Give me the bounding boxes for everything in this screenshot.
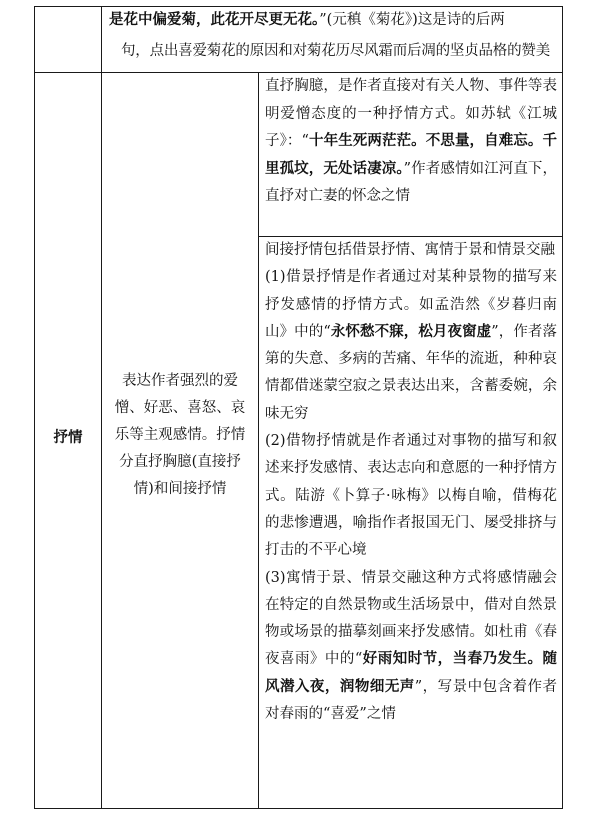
col-border-1 bbox=[101, 6, 102, 809]
top-row-line2: 句，点出喜爱菊花的原因和对菊花历尽风霜而后凋的坚贞品格的赞美 bbox=[121, 43, 550, 59]
col-border-2 bbox=[258, 72, 259, 809]
indirect-section-3 bbox=[265, 565, 557, 729]
section-1-b: ”，作者落第的失意、多病的苦痛、年华的流逝，种种哀情都借迷蒙空寂之景表达出来，含蓄委婉，余味无穷 bbox=[265, 323, 557, 422]
direct-lyric-p2: ”作者感情如江河直下，直抒对亡妻的怀念之情 bbox=[265, 160, 557, 204]
top-row-quote: 是花中偏爱菊，此花开尽更无花。 bbox=[109, 12, 320, 28]
section-3-a: (3)寓情于景、情景交融这种方式将感情融会在特定的自然景物或生活场景中，借对自然景物或场景的描摹刻画来抒发感情。如杜甫《春夜喜雨》中的“ bbox=[265, 569, 557, 668]
section-1-quote: 永怀愁不寐，松月夜窗虚 bbox=[330, 323, 492, 340]
col-border-right bbox=[562, 6, 563, 809]
col-border-left bbox=[34, 6, 35, 809]
indirect-section-2: (2)借物抒情就是作者通过对事物的描写和叙述来抒发感情、表达志向和意愿的一种抒情方式。陆游《卜算子·咏梅》以梅自喻，借梅花的悲惨遭遇，喻指作者报国无门、屡受排挤与打击的不平心境 bbox=[265, 433, 557, 559]
direct-lyric-text bbox=[265, 73, 557, 211]
definition-text: 表达作者强烈的爱憎、好恶、喜怒、哀乐等主观感情。抒情分直抒胸臆(直接抒情)和间接抒情 bbox=[114, 373, 246, 497]
section-3-b: ”，写景中包含着作者对春雨的“喜爱”之情 bbox=[265, 678, 557, 723]
category-label: 抒情 bbox=[53, 430, 83, 446]
row-border-bottom bbox=[34, 808, 563, 809]
direct-lyric-quote: 十年生死两茫茫。不思量，自难忘。千里孤坟，无处话凄凉。 bbox=[265, 133, 557, 177]
indirect-section-1 bbox=[265, 264, 557, 428]
indirect-intro: 间接抒情包括借景抒情、寓情于景和情景交融 bbox=[265, 242, 555, 258]
top-row-line1-rest: ”(元稹《菊花》)这是诗的后两 bbox=[319, 12, 505, 28]
top-row-line1 bbox=[109, 7, 559, 33]
section-1-a: (1)借景抒情是作者通过对某种景物的描写来抒发感情的抒情方式。如孟浩然《岁暮归南山》中的“ bbox=[265, 269, 557, 340]
indirect-lyric-text bbox=[265, 237, 557, 728]
section-3-quote: 好雨知时节，当春乃发生。随风潜入夜，润物细无声 bbox=[265, 651, 557, 695]
direct-lyric-p1: 直抒胸臆，是作者直接对有关人物、事件等表明爱憎态度的一种抒情方式。如苏轼《江城子》：“ bbox=[265, 78, 557, 149]
